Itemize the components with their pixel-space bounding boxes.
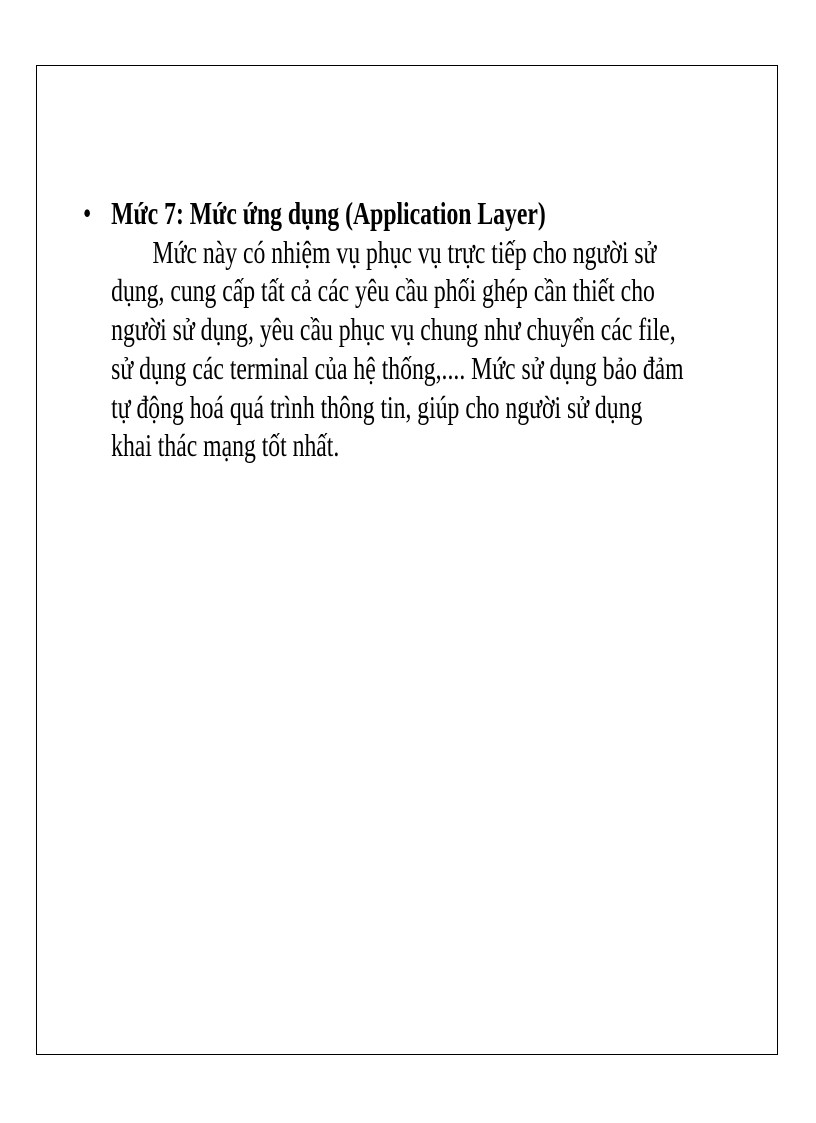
slide-frame bbox=[36, 65, 778, 1055]
section-heading: Mức 7: Mức ứng dụng (Application Layer) bbox=[111, 195, 546, 231]
paragraph-line: Mức này có nhiệm vụ phục vụ trực tiếp cho người sử bbox=[152, 233, 657, 270]
bullet-content bbox=[111, 194, 743, 465]
paragraph-line: tự động hoá quá trình thông tin, giúp cho người sử dụng bbox=[111, 388, 643, 425]
bullet-item bbox=[83, 194, 743, 465]
bullet-marker: • bbox=[83, 195, 92, 231]
paragraph-line: dụng, cung cấp tất cả các yêu cầu phối ghép cần thiết cho bbox=[111, 272, 655, 309]
paragraph-line: khai thác mạng tốt nhất. bbox=[111, 427, 340, 464]
paragraph-line: sử dụng các terminal của hệ thống,.... Mức sử dụng bảo đảm bbox=[111, 349, 684, 386]
paragraph-line: người sử dụng, yêu cầu phục vụ chung như chuyển các file, bbox=[111, 311, 676, 348]
bullet-block bbox=[83, 194, 743, 465]
